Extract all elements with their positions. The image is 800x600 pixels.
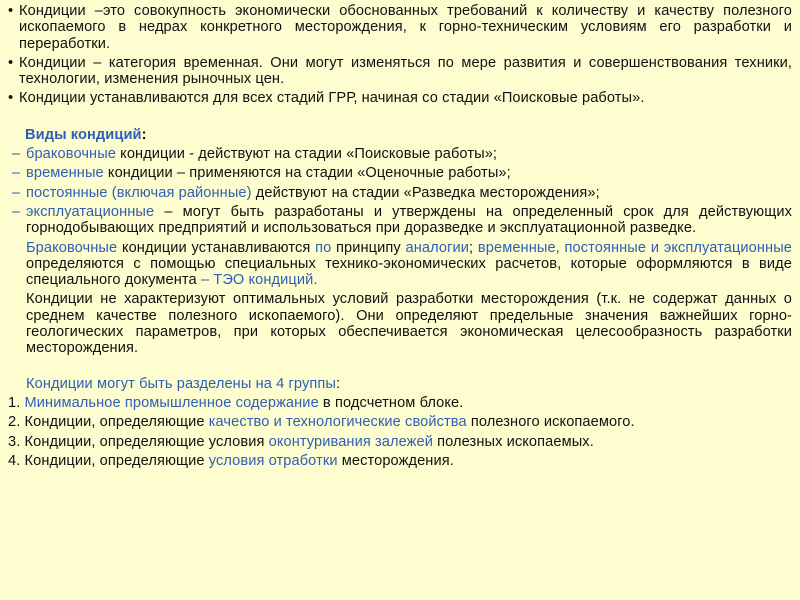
stages-text: Кондиции устанавливаются для всех стадий ГРР, начиная со стадии «Поисковые работы».	[19, 90, 645, 107]
temporal-text: Кондиции – категория временная. Они могут изменяться по мере развития и совершенствования техники, технологии, изменения рыночных цен.	[19, 54, 792, 88]
kind-term: постоянные (включая районные)	[26, 184, 252, 201]
group-rest: месторождения.	[337, 452, 454, 469]
definition-text: –это совокупность экономически обоснованных требований к количеству и качеству полезного ископаемого в недрах конкретного месторождения, к горно-техническим условиям его разработки и переработки.	[19, 3, 792, 52]
group-term: Минимальное промышленное содержание	[24, 394, 319, 411]
kind-item-temporary	[8, 165, 792, 181]
group-pre: Кондиции, определяющие	[24, 414, 209, 431]
method-text: ;	[469, 239, 478, 256]
kind-item-operational	[8, 204, 792, 237]
groups-heading-colon: :	[335, 375, 341, 392]
kinds-heading	[8, 127, 792, 143]
group-term: качество и технологические свойства	[208, 414, 467, 431]
kind-item-permanent	[8, 185, 792, 201]
method-term-by: по	[315, 239, 332, 256]
kind-term: браковочные	[26, 146, 117, 163]
method-term-teo: – ТЭО кондиций.	[200, 272, 318, 289]
stages-bullet	[8, 90, 792, 106]
group-term: условия отработки	[208, 452, 338, 469]
bullet-dot: •	[8, 90, 14, 107]
group-rest: полезных ископаемых.	[432, 433, 594, 450]
group-pre: Кондиции, определяющие условия	[24, 433, 269, 450]
kinds-heading-text: Виды кондиций	[25, 126, 142, 143]
kinds-heading-colon: :	[141, 126, 147, 143]
group-item-2	[8, 414, 792, 430]
method-term-rejecting: Браковочные	[26, 239, 118, 256]
kind-rest: кондиции - действуют на стадии «Поисковые работы»;	[116, 146, 498, 163]
group-number: 4.	[8, 452, 25, 469]
kind-rest: действуют на стадии «Разведка месторождения»;	[251, 184, 600, 201]
kind-term: эксплуатационные	[26, 203, 155, 220]
group-term: оконтуривания залежей	[268, 433, 433, 450]
bullet-dot: •	[8, 3, 14, 19]
kind-item-rejecting	[8, 146, 792, 162]
method-text: кондиции устанавливаются	[117, 239, 316, 256]
method-paragraph	[8, 240, 792, 289]
dash-marker: –	[12, 203, 21, 220]
method-text: определяются с помощью специальных технико-экономических расчетов, которые оформляются в виде специального документа	[26, 255, 792, 289]
group-number: 3.	[8, 433, 25, 450]
kind-rest: кондиции – применяются на стадии «Оценочные работы»;	[103, 165, 511, 182]
dash-marker: –	[12, 165, 21, 182]
groups-heading-text: Кондиции могут быть разделены на 4 группы	[26, 375, 336, 392]
definition-bullet	[8, 3, 792, 52]
dash-marker: –	[12, 146, 21, 163]
group-item-3	[8, 434, 792, 450]
group-rest: в подсчетном блоке.	[318, 394, 464, 411]
group-rest: полезного ископаемого.	[466, 414, 635, 431]
method-text: принципу	[331, 239, 406, 256]
definition-lead: Кондиции	[19, 3, 95, 19]
group-number: 2.	[8, 414, 25, 431]
temporal-bullet	[8, 55, 792, 88]
method-term-types: временные, постоянные и эксплуатационные	[477, 239, 793, 256]
group-item-4	[8, 453, 792, 469]
bullet-dot: •	[8, 54, 14, 71]
kind-term: временные	[26, 165, 104, 182]
optimal-paragraph: Кондиции не характеризуют оптимальных условий разработки месторождения (т.к. не содержат данных о среднем качестве полезного ископаемого). Они определяют предельные значения важнейших горно-геологических параметров, при которых обеспечивается экономическая целесообразность разработки месторождения.	[26, 291, 792, 357]
method-term-analogy: аналогии	[405, 239, 470, 256]
kind-rest: – могут быть разработаны и утверждены на определенный срок для действующих горнодобывающих предприятий и использоваться при доразведке и эксплуатационной разведке.	[26, 203, 792, 237]
group-pre: Кондиции, определяющие	[24, 452, 209, 469]
dash-marker: –	[12, 184, 21, 201]
group-item-1	[8, 395, 792, 411]
group-number: 1.	[8, 394, 25, 411]
groups-heading	[8, 376, 792, 392]
